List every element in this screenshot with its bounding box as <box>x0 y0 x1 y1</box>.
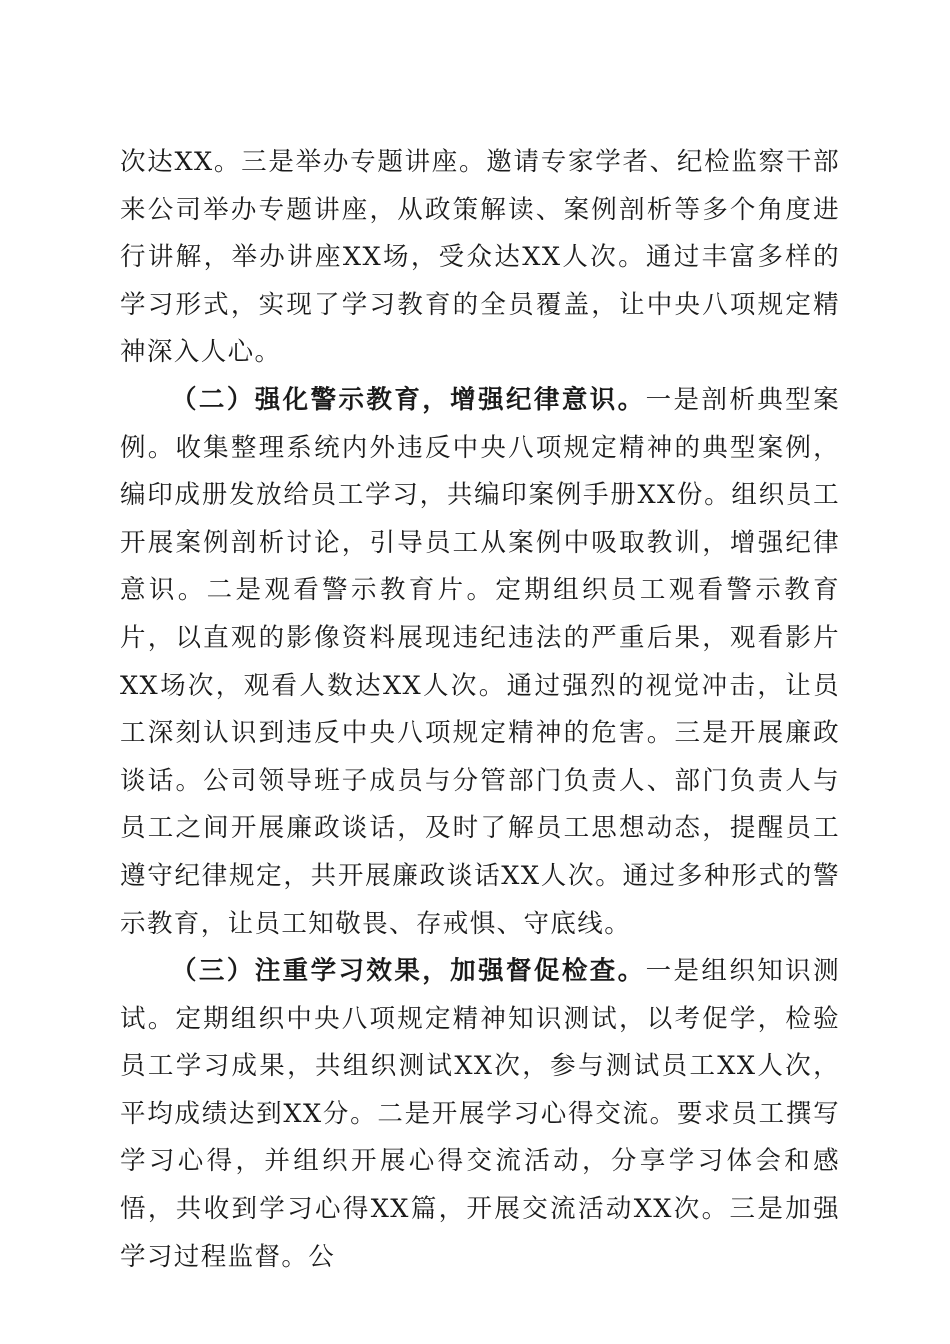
document-body <box>120 139 840 1281</box>
paragraph-text: 一是剖析典型案例。收集整理系统内外违反中央八项规定精神的典型案例，编印成册发放给员工学习，共编印案例手册XX份。组织员工开展案例剖析讨论，引导员工从案例中吸取教训，增强纪律意识。二是观看警示教育片。定期组织员工观看警示教育片，以直观的影像资料展现违纪违法的严重后果，观看影片XX场次，观看人数达XX人次。通过强烈的视觉冲击，让员工深刻认识到违反中央八项规定精神的危害。三是开展廉政谈话。公司领导班子成员与分管部门负责人、部门负责人与员工之间开展廉政谈话，及时了解员工思想动态，提醒员工遵守纪律规定，共开展廉政谈话XX人次。通过多种形式的警示教育，让员工知敬畏、存戒惧、守底线。 <box>120 384 840 939</box>
section-heading: （二）强化警示教育，增强纪律意识。 <box>171 384 646 415</box>
paragraph-text: 一是组织知识测试。定期组织中央八项规定精神知识测试，以考促学，检验员工学习成果，共组织测试XX次，参与测试员工XX人次，平均成绩达到XX分。二是开展学习心得交流。要求员工撰写学习心得，并组织开展心得交流活动，分享学习体会和感悟，共收到学习心得XX篇，开展交流活动XX次。三是加强学习过程监督。公 <box>120 956 840 1272</box>
paragraph-section-2 <box>120 377 840 948</box>
paragraph-continuation <box>120 139 840 377</box>
paragraph-text: 次达XX。三是举办专题讲座。邀请专家学者、纪检监察干部来公司举办专题讲座，从政策解读、案例剖析等多个角度进行讲解，举办讲座XX场，受众达XX人次。通过丰富多样的学习形式，实现了学习教育的全员覆盖，让中央八项规定精神深入人心。 <box>120 147 840 368</box>
section-heading: （三）注重学习效果，加强督促检查。 <box>171 956 646 987</box>
paragraph-section-3 <box>120 948 840 1281</box>
